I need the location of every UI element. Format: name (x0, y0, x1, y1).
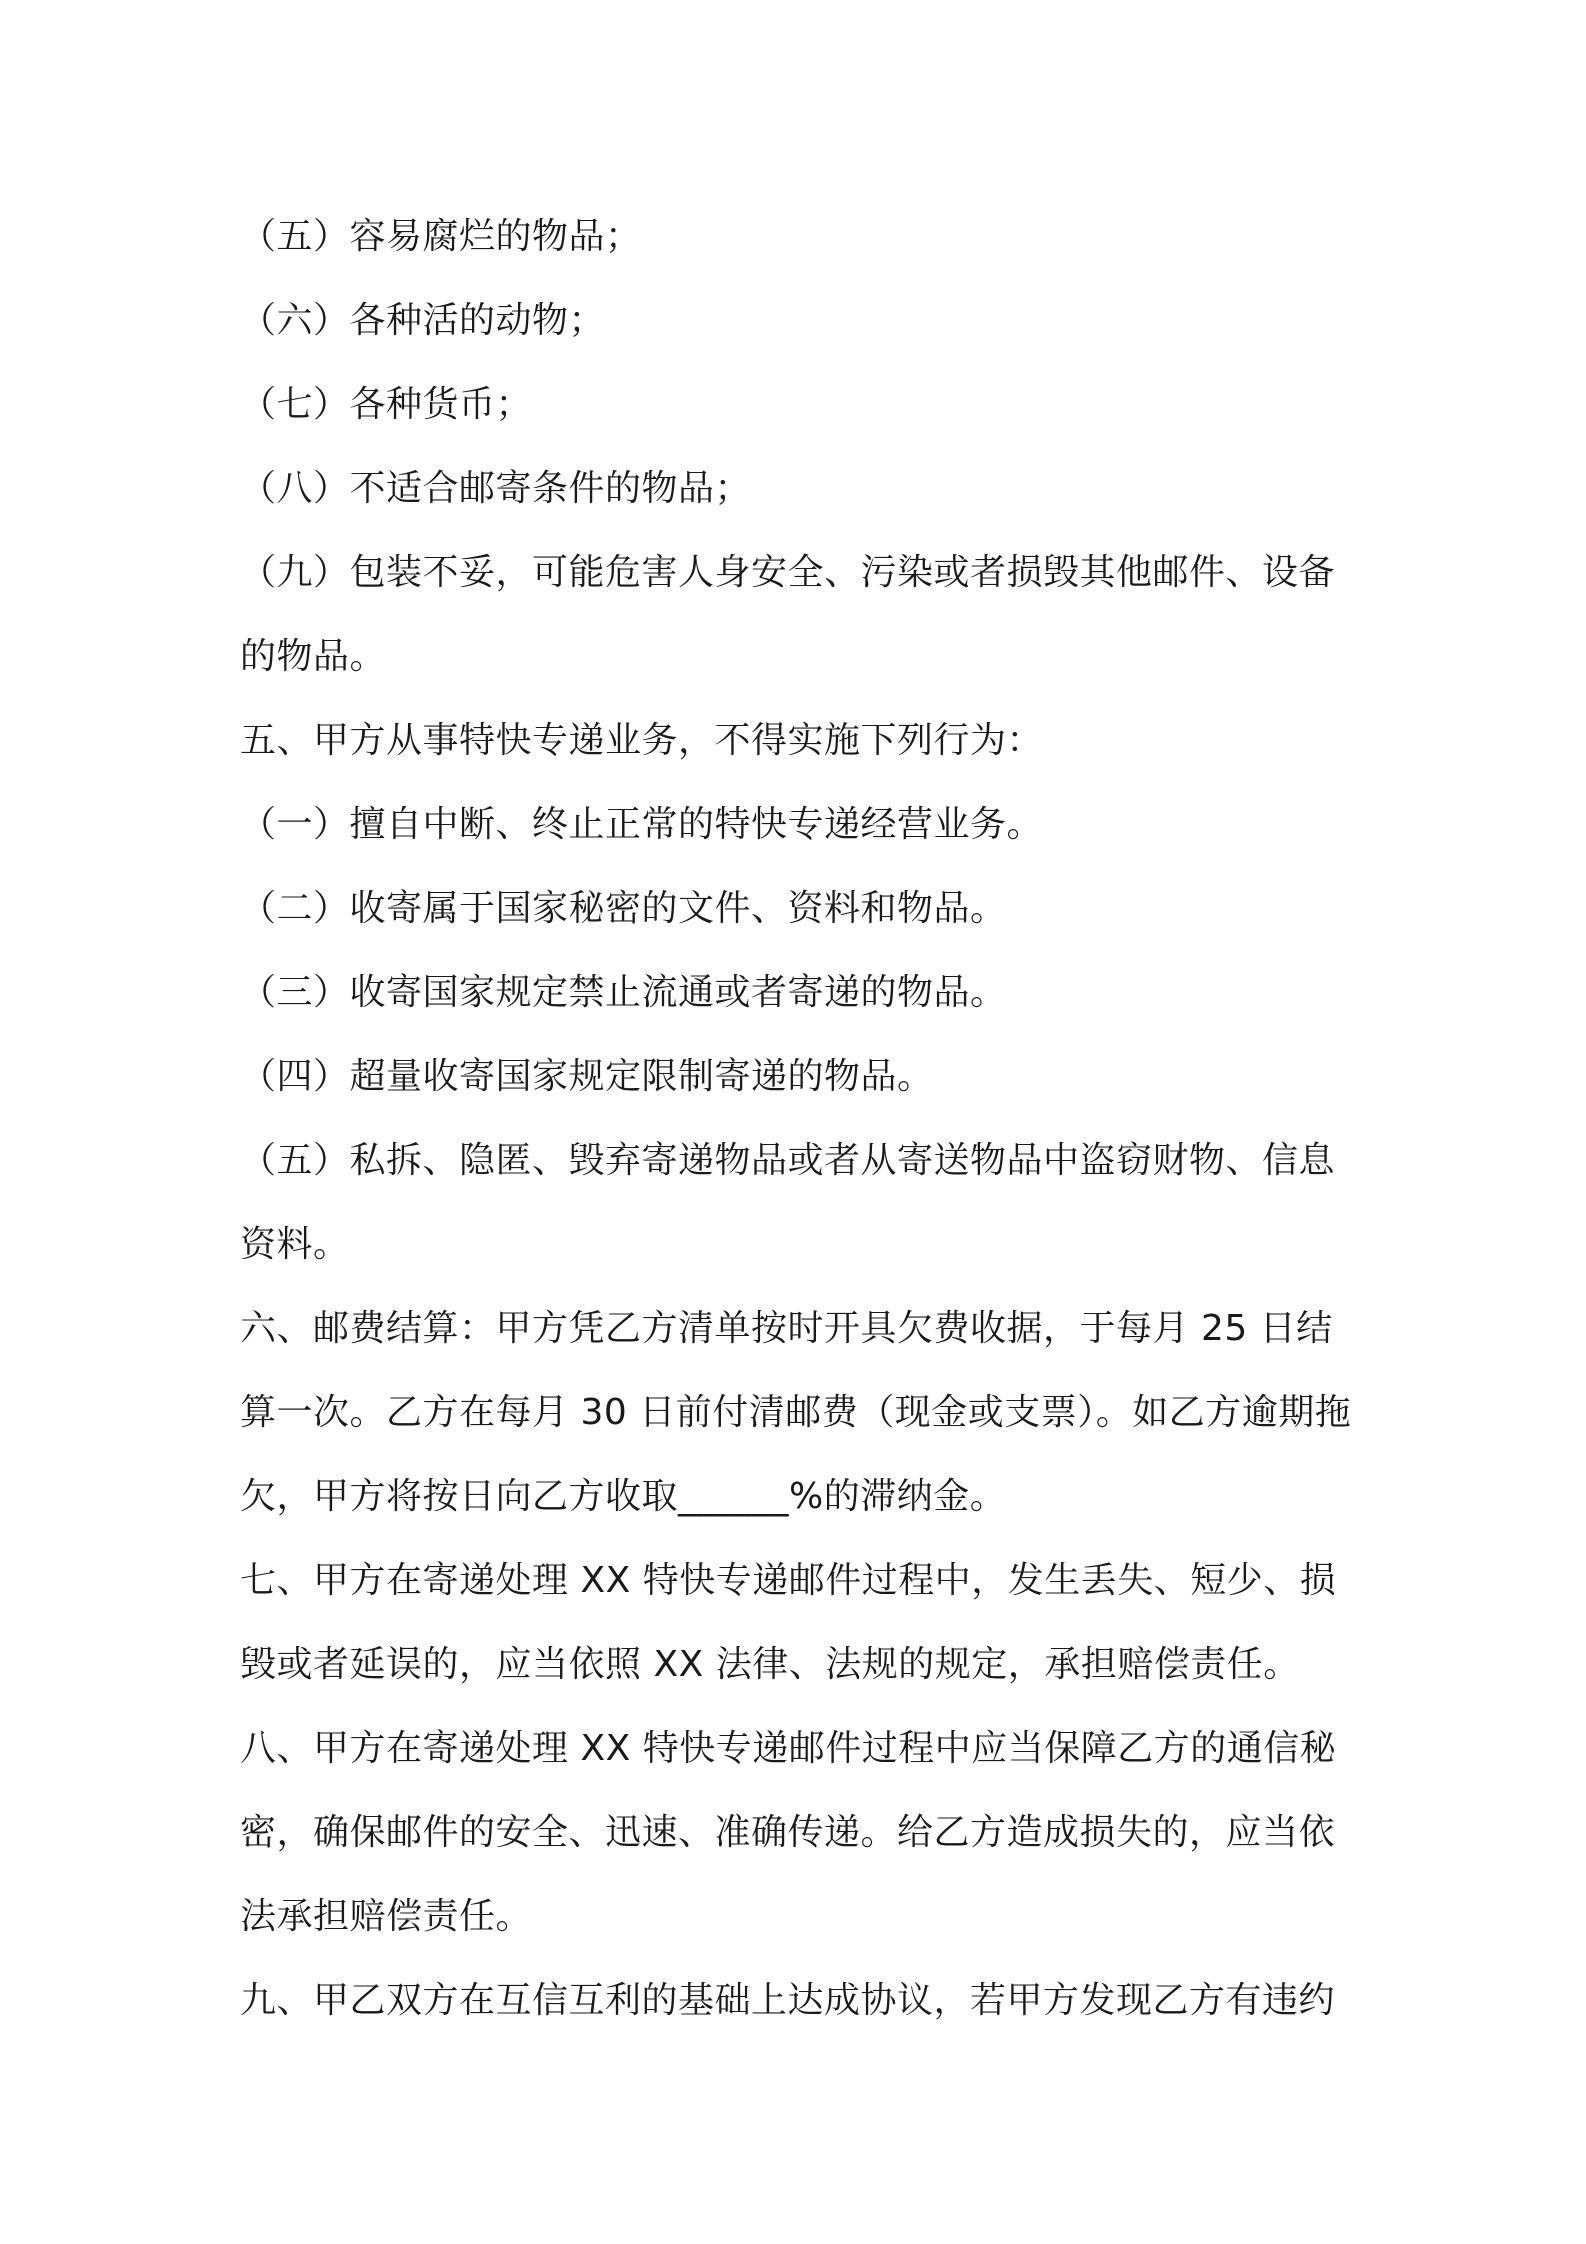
list-item: （三）收寄国家规定禁止流通或者寄递的物品。 (240, 972, 1007, 1013)
clause-text: 毁或者延误的，应当依照 XX 法律、法规的规定，承担赔偿责任。 (240, 1644, 1300, 1685)
list-item: （九）包装不妥，可能危害人身安全、污染或者损毁其他邮件、设备 (240, 552, 1336, 593)
clause-text: 八、甲方在寄递处理 XX 特快专递邮件过程中应当保障乙方的通信秘 (240, 1728, 1337, 1769)
clause-text: 六、邮费结算：甲方凭乙方清单按时开具欠费收据，于每月 25 日结 (240, 1308, 1333, 1349)
list-item: （八）不适合邮寄条件的物品； (240, 468, 752, 509)
clause-text: 法承担赔偿责任。 (240, 1896, 533, 1937)
clause-text: 欠，甲方将按日向乙方收取______%的滞纳金。 (240, 1476, 1007, 1517)
list-item-continuation: 资料。 (240, 1224, 350, 1265)
list-item: （五）私拆、隐匿、毁弃寄递物品或者从寄送物品中盗窃财物、信息 (240, 1140, 1336, 1181)
list-item: （六）各种活的动物； (240, 300, 606, 341)
list-item: （二）收寄属于国家秘密的文件、资料和物品。 (240, 888, 1007, 929)
list-item: （五）容易腐烂的物品； (240, 216, 642, 257)
list-item: （四）超量收寄国家规定限制寄递的物品。 (240, 1056, 934, 1097)
clause-text: 密，确保邮件的安全、迅速、准确传递。给乙方造成损失的，应当依 (240, 1812, 1336, 1853)
clause-text: 九、甲乙双方在互信互利的基础上达成协议，若甲方发现乙方有违约 (240, 1980, 1336, 2021)
list-item: （一）擅自中断、终止正常的特快专递经营业务。 (240, 804, 1044, 845)
clause-text: 七、甲方在寄递处理 XX 特快专递邮件过程中，发生丢失、短少、损 (240, 1560, 1337, 1601)
document-body (240, 195, 1360, 2043)
list-item-continuation: 的物品。 (240, 636, 387, 677)
section-heading: 五、甲方从事特快专递业务，不得实施下列行为： (240, 720, 1044, 761)
list-item: （七）各种货币； (240, 384, 533, 425)
clause-text: 算一次。乙方在每月 30 日前付清邮费（现金或支票）。如乙方逾期拖 (240, 1392, 1352, 1433)
